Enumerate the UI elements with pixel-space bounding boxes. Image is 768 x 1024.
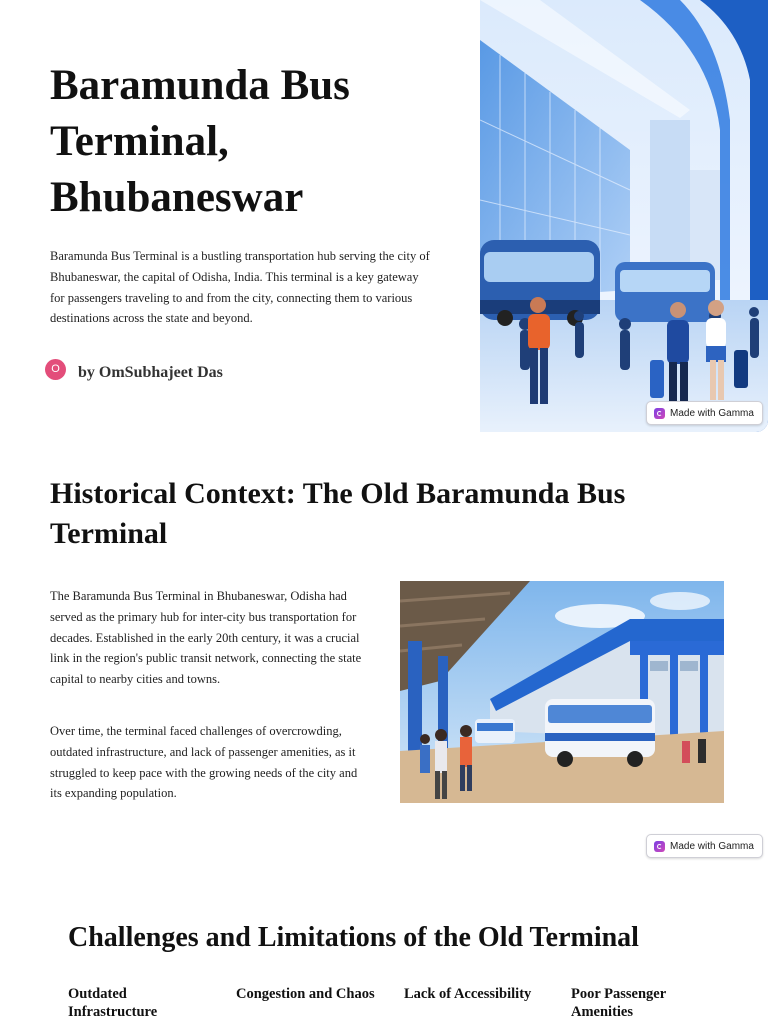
- author-avatar: O: [45, 359, 66, 380]
- slide-title: Baramunda Bus Terminal, Bhubaneswar: [50, 62, 350, 221]
- made-with-gamma-badge[interactable]: [646, 401, 763, 425]
- made-with-gamma-badge[interactable]: [646, 834, 763, 858]
- gamma-logo-icon: [654, 408, 665, 419]
- section-title-challenges: Challenges and Limitations of the Old Terminal: [68, 922, 639, 953]
- history-paragraph-1: The Baramunda Bus Terminal in Bhubaneswar, Odisha had served as the primary hub for inter-city bus transportation for decades. Established in the early 20th century, it was a crucial link in the region's public transit network, connecting the state capital to nearby cities and towns.: [50, 589, 362, 687]
- challenge-heading-congestion: Congestion and Chaos: [236, 986, 375, 1002]
- challenge-heading-amenities: Poor Passenger Amenities: [571, 986, 666, 1020]
- badge-label: Made with Gamma: [670, 407, 754, 419]
- badge-label: Made with Gamma: [670, 840, 754, 852]
- intro-paragraph: Baramunda Bus Terminal is a bustling transportation hub serving the city of Bhubaneswar, the capital of Odisha, India. This terminal is a key gateway for passengers traveling to and from the city, connecting them to various destinations across the state and beyond.: [50, 249, 430, 326]
- terminal-illustration: [480, 0, 768, 432]
- challenge-heading-infrastructure: Outdated Infrastructure: [68, 986, 158, 1020]
- history-paragraph-2: Over time, the terminal faced challenges of overcrowding, outdated infrastructure, and lack of passenger amenities, as it struggled to keep pace with the growing needs of the city and its expanding population.: [50, 724, 358, 801]
- old-terminal-photo: [400, 581, 724, 803]
- challenge-heading-accessibility: Lack of Accessibility: [404, 986, 532, 1002]
- section-title-history: Historical Context: The Old Baramunda Bus Terminal: [50, 477, 626, 550]
- author-name: by OmSubhajeet Das: [78, 364, 223, 381]
- gamma-logo-icon: [654, 841, 665, 852]
